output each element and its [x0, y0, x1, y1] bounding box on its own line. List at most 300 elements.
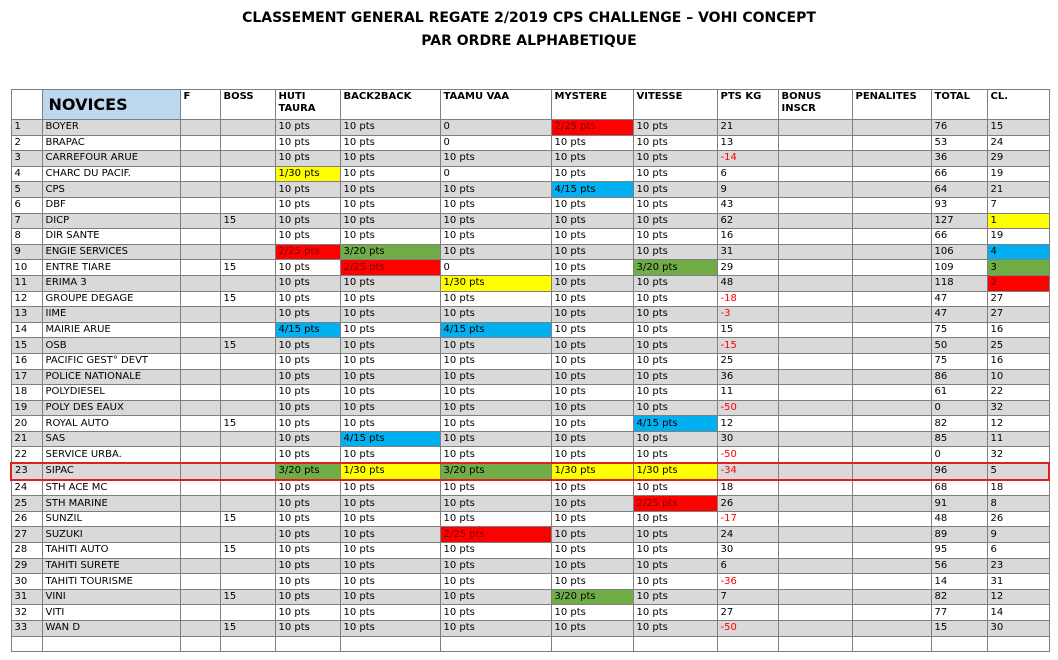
- cell-back2back: 10 pts: [340, 275, 440, 291]
- cell-f: [180, 621, 220, 637]
- cell-cl: 31: [987, 574, 1049, 590]
- cell-total: 36: [931, 151, 987, 167]
- cell-cl: 12: [987, 589, 1049, 605]
- cell-mystere: 10 pts: [551, 244, 633, 260]
- cell-index: 19: [11, 400, 42, 416]
- cell-vitesse: 10 pts: [633, 589, 717, 605]
- cell-huti-taura: 2/25 pts: [275, 244, 340, 260]
- cell-mystere: [551, 636, 633, 652]
- cell-name: POLYDIESEL: [42, 385, 180, 401]
- header-cl: CL.: [987, 90, 1049, 120]
- cell-mystere: 10 pts: [551, 480, 633, 496]
- cell-f: [180, 182, 220, 198]
- cell-pts-kg: -34: [717, 463, 778, 480]
- cell-f: [180, 480, 220, 496]
- cell-penalites: [852, 558, 931, 574]
- table-row: [11, 260, 1049, 276]
- cell-index: 12: [11, 291, 42, 307]
- cell-pts-kg: -14: [717, 151, 778, 167]
- cell-name: ERIMA 3: [42, 275, 180, 291]
- cell-index: 16: [11, 353, 42, 369]
- cell-f: [180, 369, 220, 385]
- cell-bonus-inscr: [778, 463, 852, 480]
- cell-boss: [220, 463, 275, 480]
- cell-boss: [220, 447, 275, 463]
- cell-bonus-inscr: [778, 447, 852, 463]
- cell-vitesse: 10 pts: [633, 527, 717, 543]
- cell-f: [180, 416, 220, 432]
- cell-penalites: [852, 543, 931, 559]
- table-row: [11, 558, 1049, 574]
- cell-bonus-inscr: [778, 151, 852, 167]
- cell-boss: [220, 307, 275, 323]
- cell-huti-taura: 3/20 pts: [275, 463, 340, 480]
- cell-vitesse: 10 pts: [633, 213, 717, 229]
- cell-vitesse: 10 pts: [633, 338, 717, 354]
- cell-name: CHARC DU PACIF.: [42, 166, 180, 182]
- cell-cl: 21: [987, 182, 1049, 198]
- cell-taamu-vaa: 10 pts: [440, 229, 551, 245]
- cell-f: [180, 496, 220, 512]
- cell-bonus-inscr: [778, 369, 852, 385]
- cell-vitesse: 10 pts: [633, 182, 717, 198]
- cell-total: 47: [931, 291, 987, 307]
- cell-f: [180, 120, 220, 136]
- cell-f: [180, 151, 220, 167]
- cell-name: BRAPAC: [42, 135, 180, 151]
- cell-cl: 27: [987, 291, 1049, 307]
- cell-bonus-inscr: [778, 416, 852, 432]
- cell-total: 82: [931, 589, 987, 605]
- table-row: [11, 291, 1049, 307]
- cell-mystere: 10 pts: [551, 527, 633, 543]
- cell-boss: 15: [220, 543, 275, 559]
- cell-mystere: 10 pts: [551, 543, 633, 559]
- cell-cl: 26: [987, 511, 1049, 527]
- cell-index: 2: [11, 135, 42, 151]
- cell-back2back: 10 pts: [340, 480, 440, 496]
- cell-huti-taura: 10 pts: [275, 291, 340, 307]
- cell-f: [180, 322, 220, 338]
- cell-name: SERVICE URBA.: [42, 447, 180, 463]
- cell-f: [180, 589, 220, 605]
- cell-f: [180, 213, 220, 229]
- table-row: [11, 151, 1049, 167]
- cell-penalites: [852, 574, 931, 590]
- cell-vitesse: 10 pts: [633, 558, 717, 574]
- cell-taamu-vaa: 1/30 pts: [440, 275, 551, 291]
- cell-total: [931, 636, 987, 652]
- cell-name: POLY DES EAUX: [42, 400, 180, 416]
- cell-cl: 16: [987, 353, 1049, 369]
- cell-huti-taura: 10 pts: [275, 574, 340, 590]
- cell-huti-taura: 10 pts: [275, 151, 340, 167]
- table-body: [11, 120, 1049, 652]
- cell-vitesse: 10 pts: [633, 166, 717, 182]
- cell-total: 15: [931, 621, 987, 637]
- table-row: [11, 589, 1049, 605]
- cell-pts-kg: 24: [717, 527, 778, 543]
- cell-back2back: 4/15 pts: [340, 431, 440, 447]
- cell-huti-taura: 10 pts: [275, 496, 340, 512]
- cell-f: [180, 400, 220, 416]
- cell-mystere: 10 pts: [551, 260, 633, 276]
- cell-back2back: 10 pts: [340, 322, 440, 338]
- cell-boss: [220, 496, 275, 512]
- cell-index: [11, 636, 42, 652]
- header-pts-kg: PTS KG: [717, 90, 778, 120]
- cell-name: CARREFOUR ARUE: [42, 151, 180, 167]
- cell-bonus-inscr: [778, 621, 852, 637]
- cell-cl: 30: [987, 621, 1049, 637]
- cell-mystere: 10 pts: [551, 605, 633, 621]
- cell-huti-taura: 10 pts: [275, 621, 340, 637]
- cell-mystere: 10 pts: [551, 511, 633, 527]
- table-row: [11, 166, 1049, 182]
- cell-mystere: 10 pts: [551, 197, 633, 213]
- cell-penalites: [852, 120, 931, 136]
- cell-total: 118: [931, 275, 987, 291]
- table-row: [11, 120, 1049, 136]
- cell-back2back: 10 pts: [340, 135, 440, 151]
- cell-taamu-vaa: 10 pts: [440, 416, 551, 432]
- cell-pts-kg: 25: [717, 353, 778, 369]
- cell-name: STH MARINE: [42, 496, 180, 512]
- cell-penalites: [852, 636, 931, 652]
- cell-bonus-inscr: [778, 213, 852, 229]
- cell-name: OSB: [42, 338, 180, 354]
- cell-f: [180, 574, 220, 590]
- cell-huti-taura: [275, 636, 340, 652]
- cell-vitesse: 1/30 pts: [633, 463, 717, 480]
- cell-bonus-inscr: [778, 574, 852, 590]
- cell-vitesse: [633, 636, 717, 652]
- cell-bonus-inscr: [778, 558, 852, 574]
- cell-bonus-inscr: [778, 400, 852, 416]
- cell-index: 3: [11, 151, 42, 167]
- cell-back2back: 10 pts: [340, 338, 440, 354]
- cell-penalites: [852, 463, 931, 480]
- cell-mystere: 4/15 pts: [551, 182, 633, 198]
- cell-boss: 15: [220, 621, 275, 637]
- cell-cl: 8: [987, 496, 1049, 512]
- cell-cl: 9: [987, 527, 1049, 543]
- cell-penalites: [852, 182, 931, 198]
- cell-bonus-inscr: [778, 166, 852, 182]
- header-bonus-inscr: BONUS INSCR: [778, 90, 852, 120]
- cell-cl: 15: [987, 120, 1049, 136]
- cell-cl: 7: [987, 197, 1049, 213]
- table-row: [11, 244, 1049, 260]
- cell-penalites: [852, 166, 931, 182]
- cell-pts-kg: 21: [717, 120, 778, 136]
- cell-index: 9: [11, 244, 42, 260]
- cell-cl: 27: [987, 307, 1049, 323]
- cell-back2back: 10 pts: [340, 353, 440, 369]
- cell-vitesse: 10 pts: [633, 574, 717, 590]
- cell-cl: 19: [987, 229, 1049, 245]
- cell-total: 86: [931, 369, 987, 385]
- cell-bonus-inscr: [778, 496, 852, 512]
- cell-boss: [220, 120, 275, 136]
- cell-vitesse: 10 pts: [633, 291, 717, 307]
- cell-total: 75: [931, 353, 987, 369]
- cell-mystere: 10 pts: [551, 400, 633, 416]
- cell-back2back: 10 pts: [340, 527, 440, 543]
- cell-boss: [220, 166, 275, 182]
- cell-back2back: 10 pts: [340, 558, 440, 574]
- cell-huti-taura: 10 pts: [275, 369, 340, 385]
- cell-pts-kg: 11: [717, 385, 778, 401]
- table-row: [11, 322, 1049, 338]
- cell-pts-kg: 29: [717, 260, 778, 276]
- cell-total: 82: [931, 416, 987, 432]
- cell-huti-taura: 10 pts: [275, 353, 340, 369]
- cell-taamu-vaa: 10 pts: [440, 151, 551, 167]
- cell-boss: [220, 275, 275, 291]
- cell-boss: 15: [220, 416, 275, 432]
- cell-boss: [220, 182, 275, 198]
- cell-pts-kg: 12: [717, 416, 778, 432]
- cell-back2back: 2/25 pts: [340, 260, 440, 276]
- cell-pts-kg: 6: [717, 558, 778, 574]
- cell-back2back: 10 pts: [340, 182, 440, 198]
- cell-pts-kg: 15: [717, 322, 778, 338]
- cell-huti-taura: 10 pts: [275, 480, 340, 496]
- cell-taamu-vaa: 4/15 pts: [440, 322, 551, 338]
- cell-f: [180, 260, 220, 276]
- table-row: [11, 431, 1049, 447]
- cell-huti-taura: 1/30 pts: [275, 166, 340, 182]
- cell-bonus-inscr: [778, 135, 852, 151]
- cell-mystere: 10 pts: [551, 353, 633, 369]
- cell-name: SUZUKI: [42, 527, 180, 543]
- cell-name: TAHITI TOURISME: [42, 574, 180, 590]
- cell-total: 96: [931, 463, 987, 480]
- cell-huti-taura: 10 pts: [275, 385, 340, 401]
- cell-cl: 4: [987, 244, 1049, 260]
- cell-boss: [220, 605, 275, 621]
- cell-vitesse: 10 pts: [633, 369, 717, 385]
- cell-boss: [220, 385, 275, 401]
- cell-f: [180, 558, 220, 574]
- cell-total: 14: [931, 574, 987, 590]
- cell-f: [180, 431, 220, 447]
- cell-mystere: 10 pts: [551, 135, 633, 151]
- cell-cl: 32: [987, 400, 1049, 416]
- cell-penalites: [852, 400, 931, 416]
- cell-total: 66: [931, 166, 987, 182]
- cell-taamu-vaa: 10 pts: [440, 511, 551, 527]
- cell-vitesse: 4/15 pts: [633, 416, 717, 432]
- cell-mystere: 10 pts: [551, 307, 633, 323]
- table-row: [11, 369, 1049, 385]
- cell-back2back: 10 pts: [340, 197, 440, 213]
- table-row: [11, 480, 1049, 496]
- cell-cl: 19: [987, 166, 1049, 182]
- cell-huti-taura: 10 pts: [275, 431, 340, 447]
- cell-index: 13: [11, 307, 42, 323]
- cell-boss: [220, 229, 275, 245]
- cell-boss: [220, 135, 275, 151]
- cell-mystere: 10 pts: [551, 447, 633, 463]
- cell-penalites: [852, 197, 931, 213]
- cell-back2back: 10 pts: [340, 229, 440, 245]
- cell-penalites: [852, 416, 931, 432]
- header-vitesse: VITESSE: [633, 90, 717, 120]
- cell-bonus-inscr: [778, 431, 852, 447]
- header-taamu-vaa: TAAMU VAA: [440, 90, 551, 120]
- cell-boss: [220, 369, 275, 385]
- cell-back2back: 10 pts: [340, 385, 440, 401]
- cell-total: 76: [931, 120, 987, 136]
- table-row: [11, 621, 1049, 637]
- cell-huti-taura: 10 pts: [275, 558, 340, 574]
- cell-mystere: 10 pts: [551, 275, 633, 291]
- cell-boss: [220, 636, 275, 652]
- table-row: [11, 353, 1049, 369]
- cell-taamu-vaa: 10 pts: [440, 589, 551, 605]
- cell-index: 1: [11, 120, 42, 136]
- cell-pts-kg: [717, 636, 778, 652]
- cell-back2back: 10 pts: [340, 621, 440, 637]
- cell-total: 48: [931, 511, 987, 527]
- cell-pts-kg: -15: [717, 338, 778, 354]
- cell-taamu-vaa: 10 pts: [440, 197, 551, 213]
- ranking-table: [10, 89, 1050, 652]
- cell-name: VINI: [42, 589, 180, 605]
- cell-bonus-inscr: [778, 527, 852, 543]
- cell-cl: 12: [987, 416, 1049, 432]
- cell-total: 68: [931, 480, 987, 496]
- cell-f: [180, 275, 220, 291]
- cell-boss: [220, 400, 275, 416]
- cell-index: 29: [11, 558, 42, 574]
- cell-mystere: 10 pts: [551, 496, 633, 512]
- cell-total: 77: [931, 605, 987, 621]
- cell-penalites: [852, 151, 931, 167]
- cell-huti-taura: 10 pts: [275, 120, 340, 136]
- cell-total: 47: [931, 307, 987, 323]
- cell-penalites: [852, 605, 931, 621]
- cell-bonus-inscr: [778, 480, 852, 496]
- cell-back2back: 10 pts: [340, 543, 440, 559]
- cell-boss: [220, 353, 275, 369]
- cell-huti-taura: 10 pts: [275, 213, 340, 229]
- cell-f: [180, 463, 220, 480]
- cell-total: 106: [931, 244, 987, 260]
- cell-pts-kg: 13: [717, 135, 778, 151]
- header-novices: NOVICES: [42, 90, 180, 120]
- cell-taamu-vaa: 10 pts: [440, 431, 551, 447]
- table-row: [11, 416, 1049, 432]
- cell-vitesse: 10 pts: [633, 275, 717, 291]
- cell-back2back: 10 pts: [340, 416, 440, 432]
- cell-name: SUNZIL: [42, 511, 180, 527]
- cell-pts-kg: 26: [717, 496, 778, 512]
- cell-name: SAS: [42, 431, 180, 447]
- cell-taamu-vaa: 0: [440, 135, 551, 151]
- cell-total: 64: [931, 182, 987, 198]
- cell-boss: 15: [220, 338, 275, 354]
- cell-huti-taura: 10 pts: [275, 338, 340, 354]
- cell-index: 8: [11, 229, 42, 245]
- cell-bonus-inscr: [778, 385, 852, 401]
- cell-huti-taura: 10 pts: [275, 447, 340, 463]
- cell-pts-kg: 30: [717, 543, 778, 559]
- cell-cl: 32: [987, 447, 1049, 463]
- cell-penalites: [852, 511, 931, 527]
- cell-pts-kg: -50: [717, 621, 778, 637]
- cell-taamu-vaa: 10 pts: [440, 480, 551, 496]
- cell-pts-kg: 16: [717, 229, 778, 245]
- cell-vitesse: 10 pts: [633, 244, 717, 260]
- cell-index: 30: [11, 574, 42, 590]
- cell-index: 18: [11, 385, 42, 401]
- cell-name: TAHITI AUTO: [42, 543, 180, 559]
- cell-taamu-vaa: 10 pts: [440, 621, 551, 637]
- cell-taamu-vaa: 0: [440, 166, 551, 182]
- cell-penalites: [852, 229, 931, 245]
- cell-mystere: 10 pts: [551, 322, 633, 338]
- cell-boss: 15: [220, 511, 275, 527]
- cell-cl: 2: [987, 275, 1049, 291]
- cell-boss: 15: [220, 291, 275, 307]
- cell-bonus-inscr: [778, 511, 852, 527]
- cell-f: [180, 543, 220, 559]
- cell-name: [42, 636, 180, 652]
- cell-mystere: 10 pts: [551, 621, 633, 637]
- cell-name: VITI: [42, 605, 180, 621]
- cell-index: 11: [11, 275, 42, 291]
- table-row: [11, 400, 1049, 416]
- header-total: TOTAL: [931, 90, 987, 120]
- cell-vitesse: 10 pts: [633, 400, 717, 416]
- cell-penalites: [852, 385, 931, 401]
- table-row: [11, 229, 1049, 245]
- cell-vitesse: 2/25 pts: [633, 496, 717, 512]
- table-row: [11, 605, 1049, 621]
- cell-taamu-vaa: 2/25 pts: [440, 527, 551, 543]
- cell-bonus-inscr: [778, 322, 852, 338]
- cell-total: 50: [931, 338, 987, 354]
- cell-total: 127: [931, 213, 987, 229]
- cell-huti-taura: 10 pts: [275, 605, 340, 621]
- cell-total: 0: [931, 400, 987, 416]
- cell-penalites: [852, 621, 931, 637]
- cell-back2back: 10 pts: [340, 307, 440, 323]
- cell-total: 93: [931, 197, 987, 213]
- cell-pts-kg: 48: [717, 275, 778, 291]
- cell-pts-kg: -50: [717, 447, 778, 463]
- cell-cl: 29: [987, 151, 1049, 167]
- cell-f: [180, 447, 220, 463]
- cell-huti-taura: 10 pts: [275, 543, 340, 559]
- table-row: [11, 385, 1049, 401]
- cell-total: 0: [931, 447, 987, 463]
- cell-mystere: 10 pts: [551, 431, 633, 447]
- header-f: F: [180, 90, 220, 120]
- cell-back2back: 10 pts: [340, 369, 440, 385]
- cell-back2back: 10 pts: [340, 511, 440, 527]
- cell-index: 33: [11, 621, 42, 637]
- cell-vitesse: 10 pts: [633, 229, 717, 245]
- header-index: [11, 90, 42, 120]
- cell-back2back: 10 pts: [340, 151, 440, 167]
- cell-back2back: 10 pts: [340, 400, 440, 416]
- cell-total: 109: [931, 260, 987, 276]
- cell-huti-taura: 10 pts: [275, 416, 340, 432]
